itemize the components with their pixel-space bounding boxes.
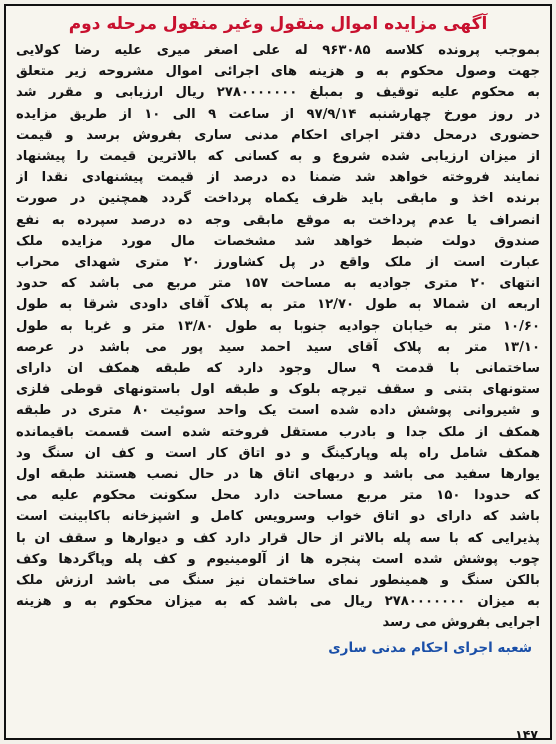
notice-title: آگهی مزایده اموال منقول وغیر منقول مرحله دوم [68,14,488,34]
notice-body [16,40,540,634]
notice-body-line: برنده اخذ و مابقی باید ظرف یکماه پرداخت گردد همچنین در صورت [16,191,540,207]
notice-body-line: ستونهای بتنی و سقف تیرچه بلوک و طبقه اول باستونهای قوطی فلزی [16,382,540,398]
notice-body-line: چوب پوشش شده است پنجره ها از آلومینیوم و کف پله وپاگردها وکف [16,551,540,567]
notice-body-line: ۱۳/۱۰ متر به پلاک آقای سید احمد سید پور می باشد در عرصه [16,339,540,355]
notice-body-line: اربعه ان شمالا به طول ۱۲/۷۰ متر به پلاک آقای داودی شرقا به طول [16,297,540,313]
notice-body-line: انتهای ۲۰ متری جوادیه به مساحت ۱۵۷ متر مربع می باشد که حدود [16,276,540,292]
notice-body-line: همکف شامل راه پله وپارکینگ و دو اتاق کار است و کف ان سنگ ود [16,445,540,461]
notice-body-line: و شیروانی پوشش داده شده است یک واحد سوئیت ۸۰ متری در طبقه [16,403,540,419]
notice-body-line: یوارها سفید می باشد و دربهای اتاق ها در حال نصب هستند طبقه اول [16,467,540,483]
page-number: ۱۴۷ [515,727,538,742]
notice-body-line: ساختمانی با قدمت ۹ سال وجود دارد که طبقه همکف ان دارای [16,361,540,377]
notice-body-line: که حدودا ۱۵۰ متر مربع مساحت دارد محل سکونت محکوم علیه می [16,488,540,504]
notice-body-line: باشد که دارای دو اتاق خواب وسرویس کامل و اشپزخانه باکابینت است [16,509,540,525]
notice-body-line: عبارت است از ملک واقع در پل کشاورز ۲۰ متری شهدای محراب [16,255,540,271]
notice-frame [4,4,552,740]
notice-body-line: پذیرایی که با سه پله بالاتر از حال قرار دارد کف و دیوارها و سقف ان با [16,530,540,546]
notice-body-line: در روز مورخ چهارشنبه ۹۷/۹/۱۴ از ساعت ۹ الی ۱۰ از طریق مزایده [16,106,540,122]
notice-body-line: ۱۰/۶۰ متر به خیابان جوادیه جنوبا به طول ۱۳/۸۰ متر و غربا به طول [16,318,540,334]
notice-body-line: انصراف یا عدم پرداخت به موقع مابقی وجه ده درصد سپرده به نفع [16,212,540,228]
notice-body-line: اجرایی بفروش می رسد [382,615,540,631]
notice-body-line: از میزان ارزیابی شده شروع و به کسانی که بالاترین قیمت را پیشنهاد [16,149,540,165]
notice-body-line: بموجب پرونده کلاسه ۹۶۳۰۸۵ له علی اصغر میری علیه رضا کولایی [16,43,540,58]
notice-body-line: به میزان ۲۷۸۰۰۰۰۰۰۰ ریال می باشد که به میزان محکوم به و هزینه [16,594,540,610]
notice-body-line: همکف از ملک جدا و بادرب مستقل فروخته شده است قسمت باقیمانده [16,424,540,440]
notice-body-line: صندوق دولت ضبط خواهد شد مشخصات مال مورد مزایده ملک [16,233,540,249]
notice-signature: شعبه اجرای احکام مدنی ساری [328,639,532,656]
notice-body-line: حضوری درمحل دفتر اجرای احکام مدنی ساری بفروش برسد و قیمت [16,127,540,143]
notice-body-line: بالکن سنگ و همینطور نمای ساختمان نیز سنگ می باشد ارزش ملک [16,573,540,589]
notice-body-line: جهت وصول محکوم به و هزینه های اجرائی اموال مشروحه زیر متعلق [16,64,540,80]
notice-body-line: نمایند فروخته خواهد شد ضمنا ده درصد از قیمت پیشنهادی نقدا از [16,170,540,186]
notice-body-line: به محکوم علیه توقیف و بمبلغ ۲۷۸۰۰۰۰۰۰۰ ریال ارزیابی و مقرر شد [16,85,540,101]
